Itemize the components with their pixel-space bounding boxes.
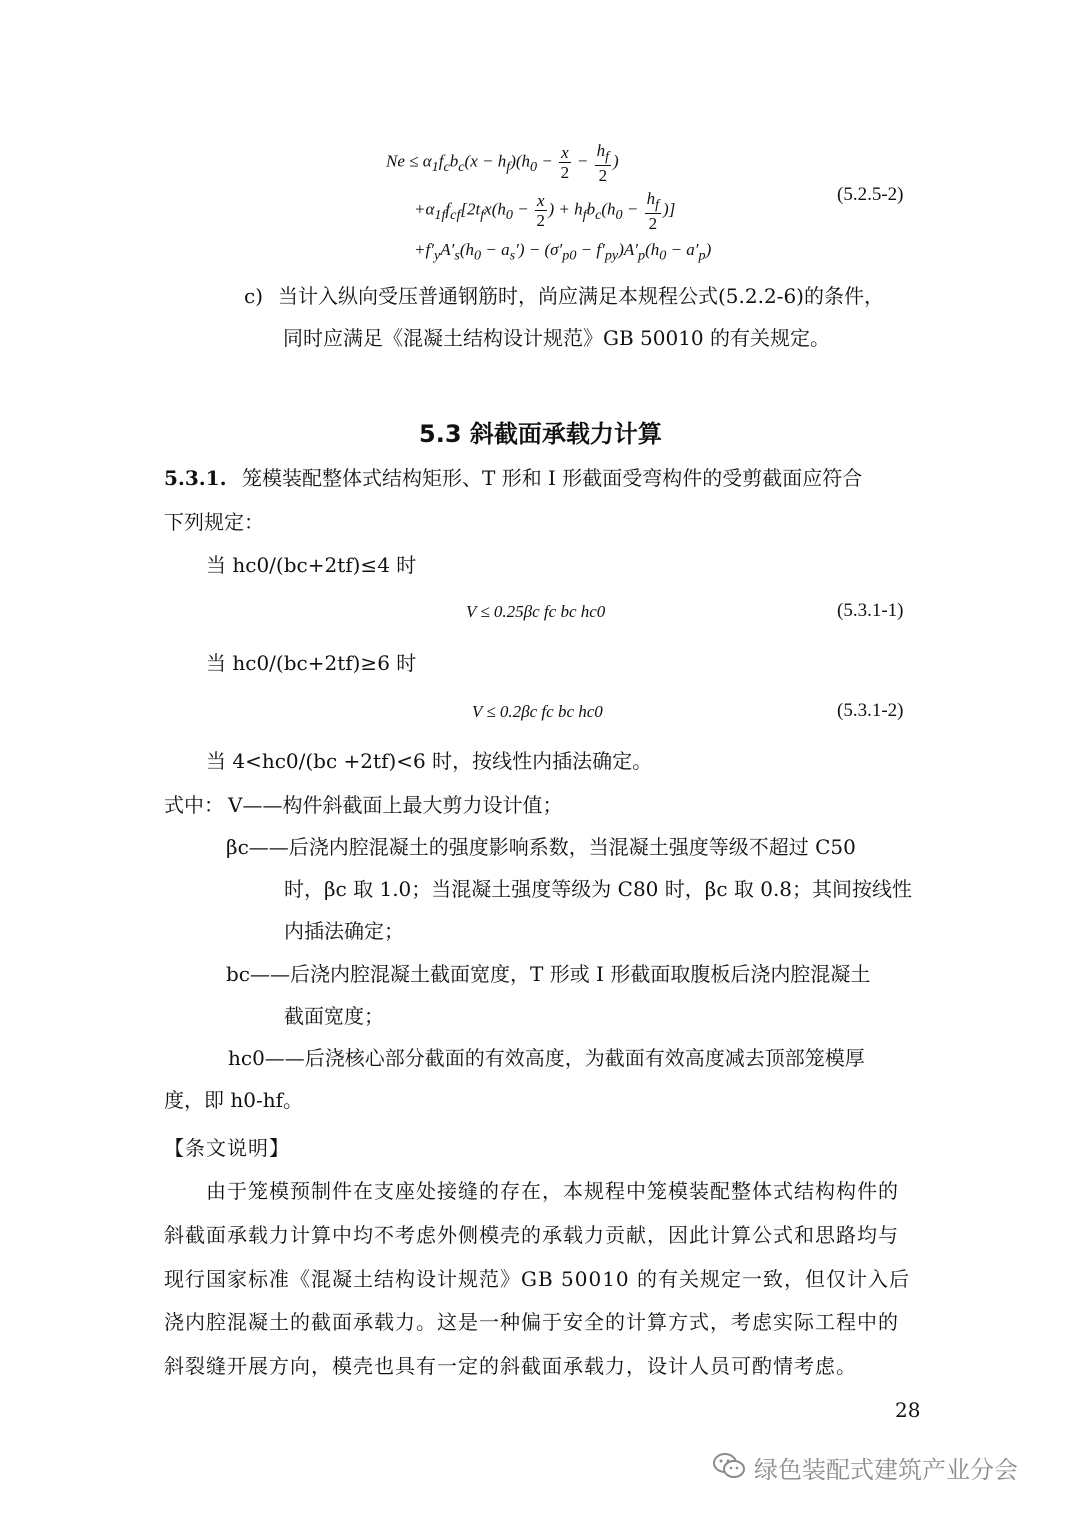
formula-531-1-number: (5.3.1-1) bbox=[837, 600, 904, 621]
def-beta-line2: 时，βc 取 1.0；当混凝土强度等级为 C80 时，βc 取 0.8；其间按线性 bbox=[284, 877, 913, 901]
condition-1: 当 hc0/(bc+2tf)≤4 时 bbox=[206, 553, 417, 577]
condition-2: 当 hc0/(bc+2tf)≥6 时 bbox=[206, 651, 417, 675]
formula-531-1: V ≤ 0.25βc fc bc hc0 bbox=[466, 602, 606, 621]
def-hc0-line1: hc0——后浇核心部分截面的有效高度，为截面有效高度减去顶部笼模厚 bbox=[228, 1046, 865, 1070]
commentary-line: 斜裂缝开展方向，模壳也具有一定的斜截面承载力，设计人员可酌情考虑。 bbox=[164, 1354, 857, 1378]
formula-531-2-number: (5.3.1-2) bbox=[837, 700, 904, 721]
def-bc-line1: bc——后浇内腔混凝土截面宽度，T 形或 I 形截面取腹板后浇内腔混凝土 bbox=[226, 962, 871, 986]
where-lead: 式中： bbox=[164, 793, 224, 817]
commentary-line: 浇内腔混凝土的截面承载力。这是一种偏于安全的计算方式，考虑实际工程中的 bbox=[164, 1310, 899, 1334]
commentary-title: 【条文说明】 bbox=[164, 1136, 290, 1160]
wechat-icon bbox=[712, 1451, 746, 1485]
def-hc0-line2: 度，即 h0-hf。 bbox=[164, 1088, 304, 1112]
commentary-line: 由于笼模预制件在支座处接缝的存在，本规程中笼模装配整体式结构构件的 bbox=[206, 1179, 899, 1203]
interpolation-line: 当 4<hc0/(bc +2tf)<6 时，按线性内插法确定。 bbox=[206, 749, 653, 773]
def-bc-line2: 截面宽度； bbox=[284, 1004, 384, 1028]
clause-text-line1: 笼模装配整体式结构矩形、T 形和 I 形截面受弯构件的受剪截面应符合 bbox=[242, 466, 863, 490]
formula-525-2-line2: $+\alpha_{1f}f_{cf}[2t_fx(h_0$ − $\frac{x}{2}$ ) + $h_fb_c(h_0$ − $\frac{h_f}{2}$ )] bbox=[414, 189, 676, 233]
formula-525-2-number: (5.2.5-2) bbox=[837, 184, 904, 205]
commentary-line: 现行国家标准《混凝土结构设计规范》GB 50010 的有关规定一致，但仅计入后 bbox=[164, 1267, 911, 1291]
formula-531-2: V ≤ 0.2βc fc bc hc0 bbox=[472, 702, 603, 721]
wechat-watermark bbox=[712, 1450, 1018, 1485]
clause-number: 5.3.1. bbox=[164, 466, 227, 490]
def-v: V——构件斜截面上最大剪力设计值； bbox=[228, 793, 563, 817]
formula-525-2-line3: $+f'_yA'_s(h_0 - a_s') - (\sigma'_{p0} - f'_{py})A'_p(h_0 - a'_p)$ bbox=[414, 240, 712, 264]
item-c-line2: 同时应满足《混凝土结构设计规范》GB 50010 的有关规定。 bbox=[283, 326, 831, 350]
def-beta-line3: 内插法确定； bbox=[284, 919, 404, 943]
def-beta-line1: βc——后浇内腔混凝土的强度影响系数，当混凝土强度等级不超过 C50 bbox=[226, 835, 856, 859]
item-c-label: c) bbox=[244, 284, 264, 308]
page-number: 28 bbox=[895, 1398, 921, 1422]
watermark-text: 绿色装配式建筑产业分会 bbox=[754, 1456, 1018, 1484]
section-heading: 5.3 斜截面承载力计算 bbox=[419, 420, 662, 448]
commentary-line: 斜截面承载力计算中均不考虑外侧模壳的承载力贡献，因此计算公式和思路均与 bbox=[164, 1223, 899, 1247]
formula-525-2-line1: $Ne \le \alpha_1f_cb_c(x - h_f)(h_0$ − $\frac{x}{2}$ − $\frac{h_f}{2}$ ) bbox=[386, 141, 619, 185]
item-c-line1: 当计入纵向受压普通钢筋时，尚应满足本规程公式(5.2.2-6)的条件， bbox=[278, 284, 884, 308]
clause-text-line2: 下列规定： bbox=[164, 510, 264, 534]
